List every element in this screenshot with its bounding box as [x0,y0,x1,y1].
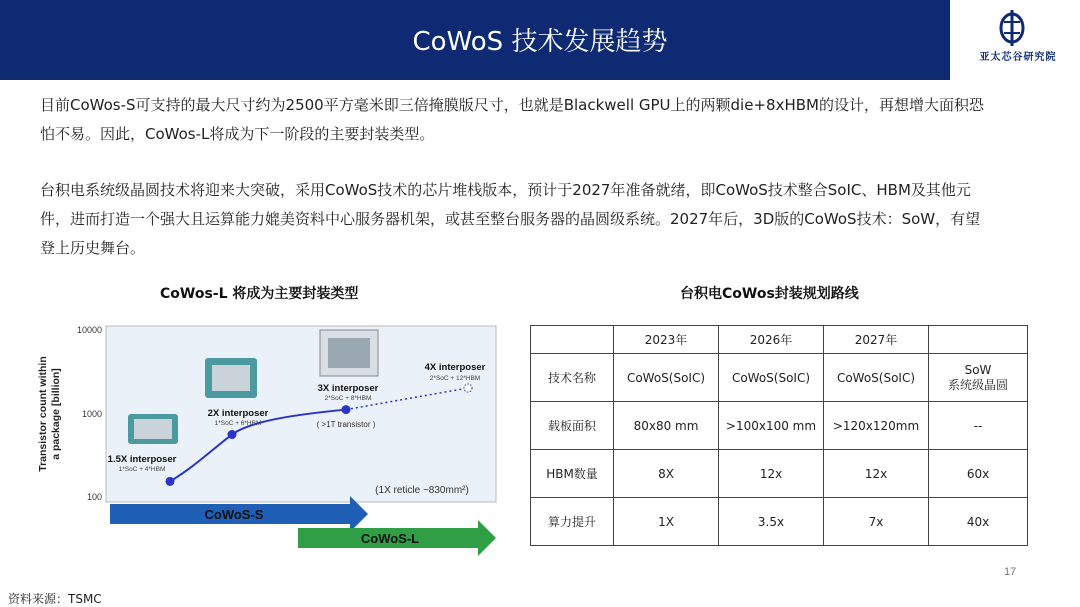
paragraph-1-line-2: 怕不易。因此，CoWos-L将成为下一阶段的主要封装类型。 [40,125,435,143]
package-1-5x-icon [128,414,178,444]
reticle-note: (1X reticle ~830mm²) [375,485,469,496]
table-cell: 载板面积 [531,402,614,450]
table-cell: 12x [719,450,824,498]
chart-title: CoWos-L 将成为主要封装类型 [160,286,359,302]
table-cell: 8X [614,450,719,498]
table-cell: HBM数量 [531,450,614,498]
paragraph-1 [40,91,1030,149]
table-row [531,450,1028,498]
table-cell: -- [929,402,1028,450]
table-row [531,354,1028,402]
table-cell: 算力提升 [531,498,614,546]
table-row [531,402,1028,450]
data-point [166,477,175,486]
point-label-1-5x: 1.5X interposer [107,454,177,465]
arrow-cowos-l [298,520,496,556]
y-tick-label: 1000 [81,409,102,419]
table-cell: SoW 系统级晶圆 [929,354,1028,402]
logo [952,0,1080,80]
page-title: CoWoS 技术发展趋势 [412,27,668,57]
chart [30,318,510,558]
point-label-4x: 4X interposer [424,362,486,373]
point-sub-4x: 2*SoC + 12*HBM [429,375,481,382]
table-cell: 40x [929,498,1028,546]
paragraph-2-line-1: 台积电系统级晶圆技术将迎来大突破，采用CoWoS技术的芯片堆栈版本，预计于2027年准备就绪，即CoWoS技术整合SoIC、HBM及其他元 [40,181,971,199]
table-header-cell [531,326,614,354]
table-header-cell: 2023年 [614,326,719,354]
y-tick-label: 10000 [76,325,102,335]
table-row [531,498,1028,546]
table-cell: 技术名称 [531,354,614,402]
table-cell: >120x120mm [824,402,929,450]
table-header-cell: 2026年 [719,326,824,354]
point-label-2x: 2X interposer [207,408,269,419]
data-point [464,384,472,392]
data-point [342,405,351,414]
table-cell: 80x80 mm [614,402,719,450]
point-sub-3x: 2*SoC + 8*HBM [324,395,372,402]
point-sub-1-5x: 1*SoC + 4*HBM [118,466,166,473]
table-cell: CoWoS(SoIC) [824,354,929,402]
table-cell: 12x [824,450,929,498]
paragraph-2-line-2: 件，进而打造一个强大且运算能力媲美资料中心服务器机架，或甚至整台服务器的晶圆级系统。2027年后，3D版的CoWoS技术：SoW，有望 [40,210,981,228]
annotation-1t: ( >1T transistor ) [316,420,376,429]
arrow-label-cowos-s: CoWoS-S [204,507,264,522]
y-axis-label-line-2: a package [billion] [50,368,62,460]
logo-text: 亚太芯谷研究院 [979,52,1057,63]
data-point [228,430,237,439]
arrow-label-cowos-l: CoWoS-L [360,531,420,546]
roadmap-table [530,325,1028,546]
table-cell: >100x100 mm [719,402,824,450]
paragraph-2-line-3: 登上历史舞台。 [40,239,146,257]
source-note: 资料来源：TSMC [8,592,102,606]
table-header-cell [929,326,1028,354]
y-tick-label: 100 [86,492,102,502]
point-sub-2x: 1*SoC + 6*HBM [214,420,262,427]
paragraph-2 [40,176,1030,263]
package-2x-icon [205,358,257,398]
table-cell: 3.5x [719,498,824,546]
table-cell: 1X [614,498,719,546]
table-cell: CoWoS(SoIC) [614,354,719,402]
y-axis-label-line-1: Transistor count within [37,356,49,472]
paragraph-1-line-1: 目前CoWos-S可支持的最大尺寸约为2500平方毫米即三倍掩膜版尺寸，也就是Blackwell GPU上的两颗die+8xHBM的设计，再想增大面积恐 [40,96,984,114]
page-number: 17 [1004,566,1017,578]
point-label-3x: 3X interposer [317,383,379,394]
table-header-cell: 2027年 [824,326,929,354]
table-cell: CoWoS(SoIC) [719,354,824,402]
package-3x-icon [320,330,378,376]
table-title: 台积电CoWos封装规划路线 [680,286,859,302]
table-cell: 7x [824,498,929,546]
table-header-row [531,326,1028,354]
table-cell: 60x [929,450,1028,498]
logo-mark-icon [952,0,1080,80]
